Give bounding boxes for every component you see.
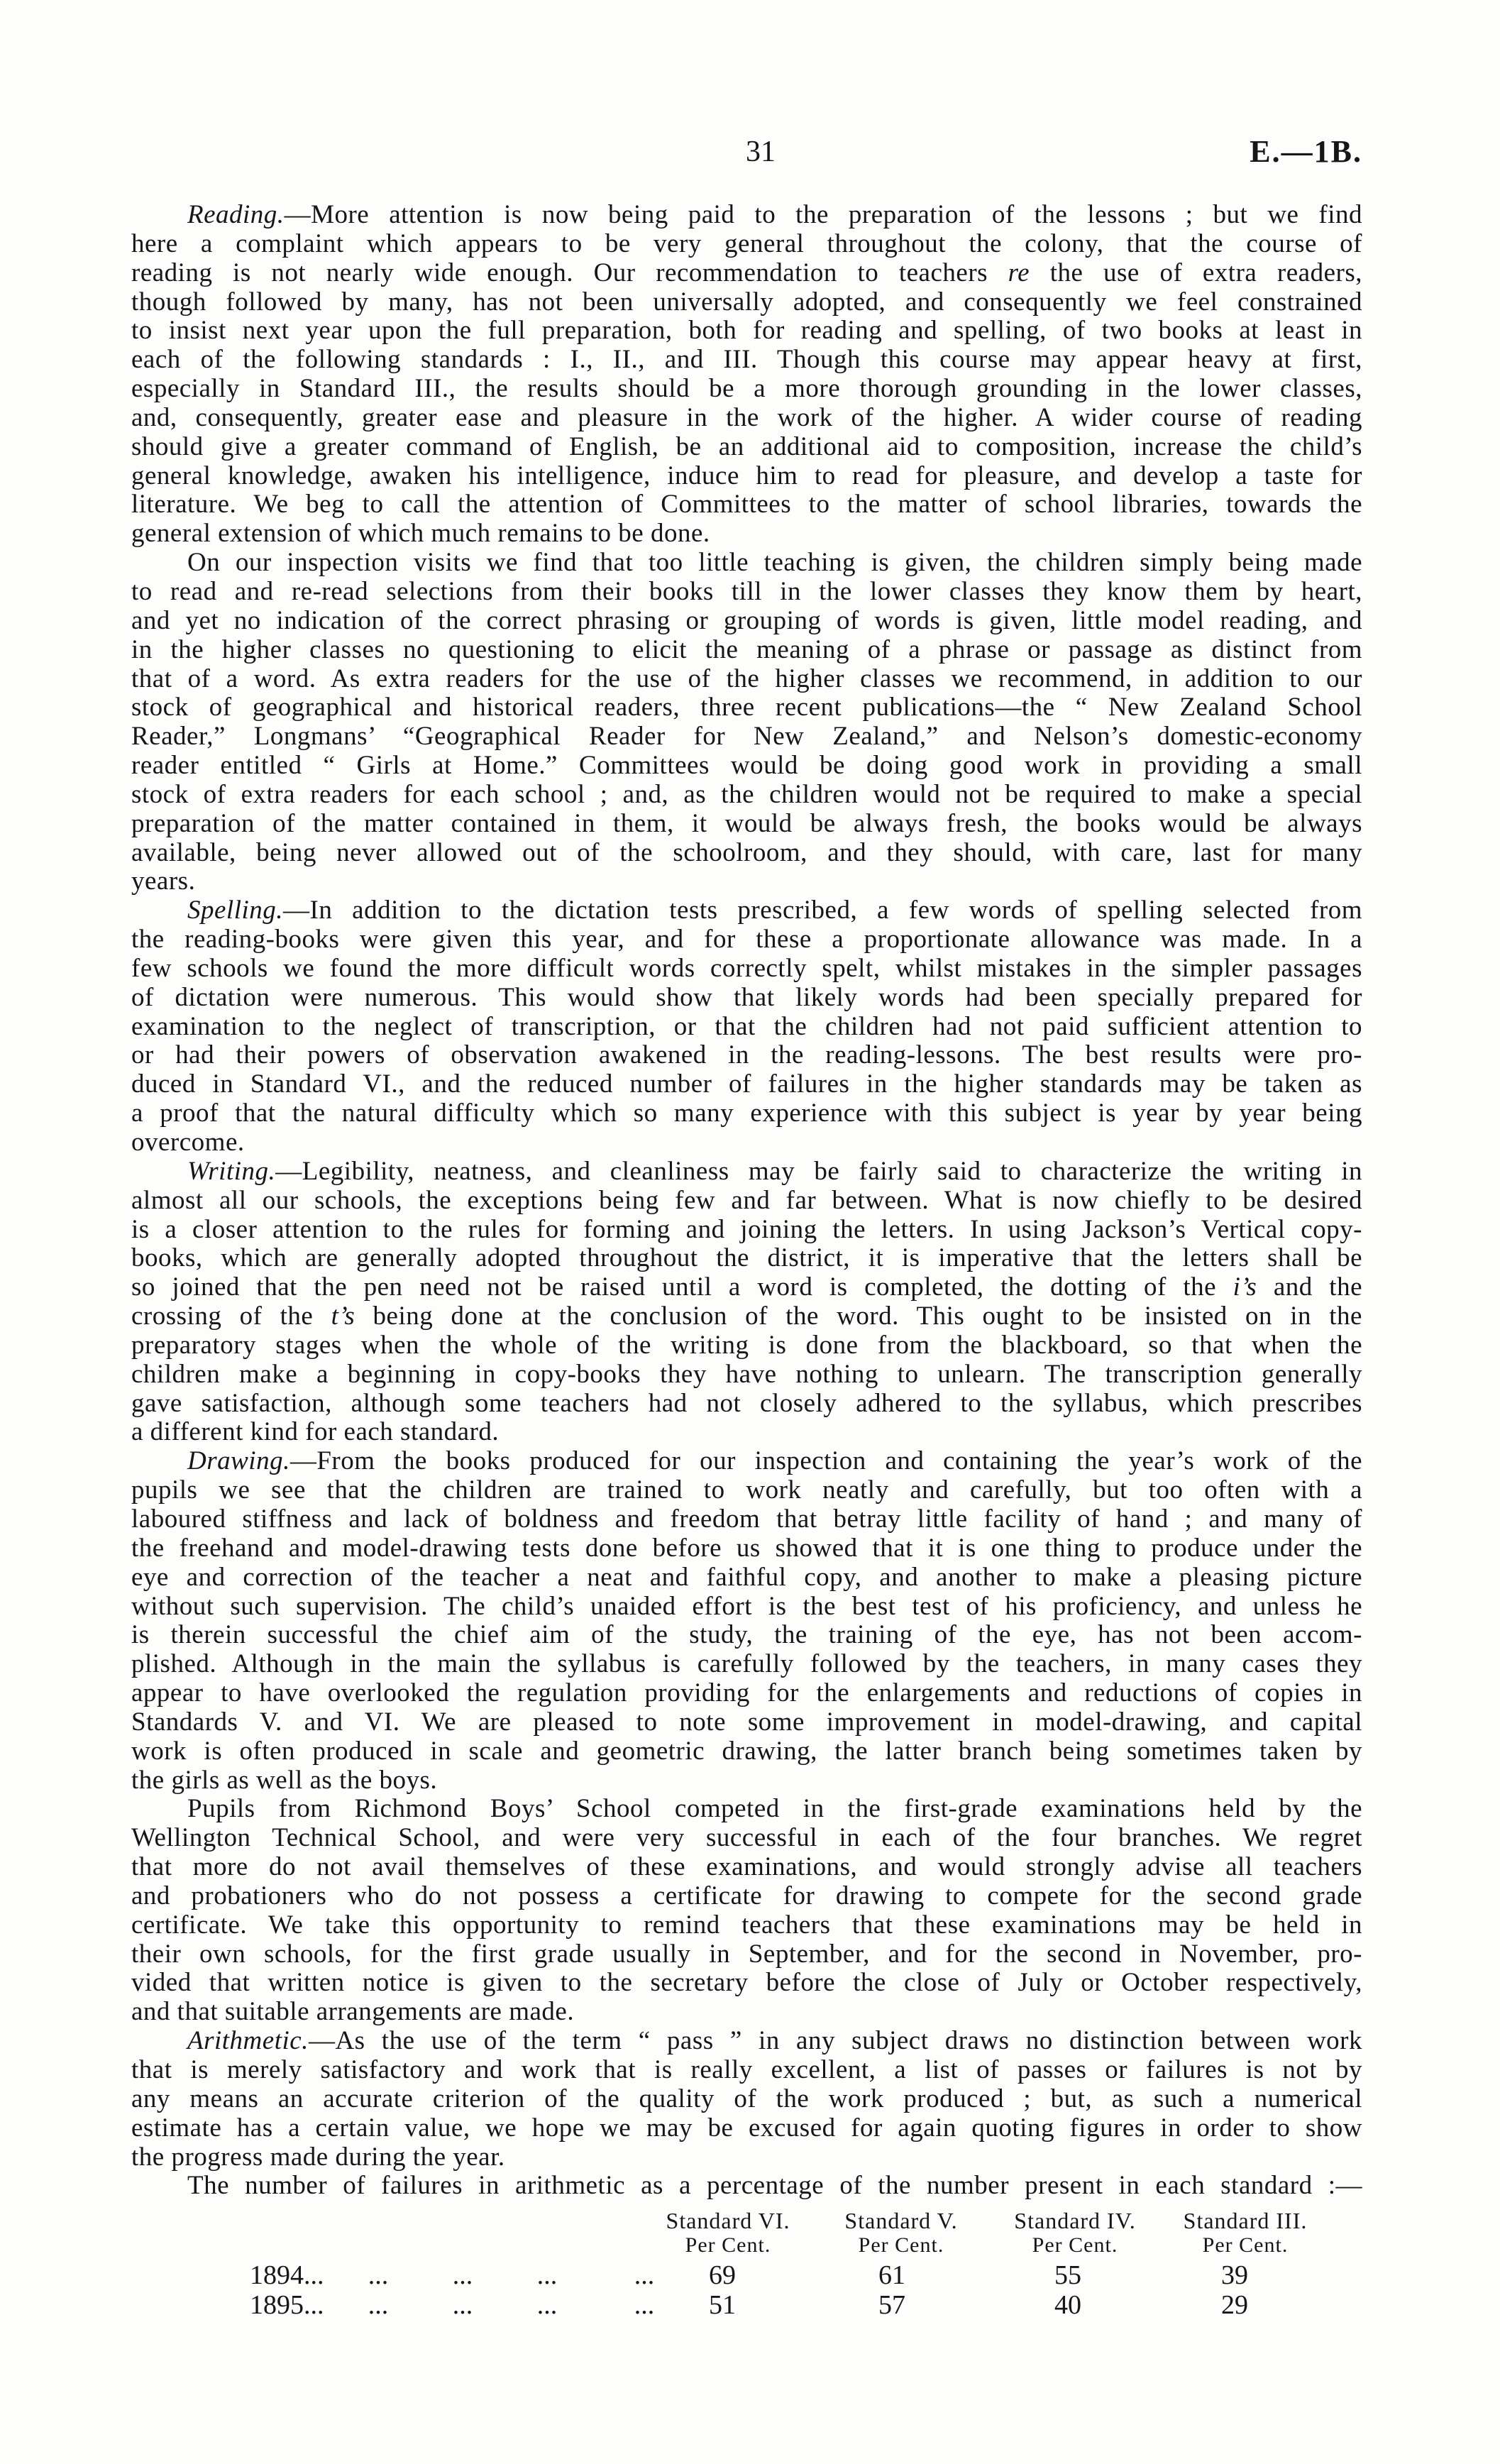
text-line: stock of geographical and historical readers, three recent publications—the “ New Zealand School bbox=[131, 693, 1362, 722]
column-header-standard-vi: Standard VI. bbox=[666, 2208, 790, 2233]
column-unit: Per Cent. bbox=[1202, 2233, 1289, 2257]
text-line: children make a beginning in copy-books they have nothing to unlearn. The transcription generally bbox=[131, 1359, 1362, 1389]
italic-text: t’s bbox=[331, 1302, 355, 1331]
body-text bbox=[131, 201, 1362, 2201]
cell-value: 57 bbox=[878, 2290, 905, 2320]
text-line: laboured stiffness and lack of boldness and freedom that betray little facility of hand ; and many of bbox=[131, 1504, 1362, 1534]
text-line: The number of failures in arithmetic as a percentage of the number present in each standard :— bbox=[187, 2171, 1362, 2201]
document-reference: E.—1B. bbox=[1250, 134, 1362, 169]
text-line: and, consequently, greater ease and pleasure in the work of the higher. A wider course of reading bbox=[131, 402, 1362, 432]
dot-leader: ... bbox=[452, 2290, 473, 2320]
column-header-standard-iv: Standard IV. bbox=[1014, 2208, 1136, 2233]
text-line: and yet no indication of the correct phrasing or grouping of words is given, little model reading, and bbox=[131, 605, 1362, 635]
text-line: to read and re-read selections from their books till in the lower classes they know them by heart, bbox=[131, 576, 1362, 606]
text-line: a proof that the natural difficulty which so many experience with this subject is year by year being bbox=[131, 1099, 1362, 1128]
paragraph-reading bbox=[131, 201, 1362, 549]
text-line: here a complaint which appears to be very general throughout the colony, that the course of bbox=[131, 229, 1362, 258]
text-line: almost all our schools, the exceptions being few and far between. What is now chiefly to be desired bbox=[131, 1185, 1362, 1215]
text-line: certificate. We take this opportunity to remind teachers that these examinations may be held in bbox=[131, 1910, 1362, 1940]
text-line: vided that written notice is given to the secretary before the close of July or October respectively, bbox=[131, 1968, 1362, 1998]
text-line bbox=[131, 1447, 1362, 1476]
text-line: in the higher classes no questioning to elicit the meaning of a phrase or passage as distinct from bbox=[131, 634, 1362, 664]
text-line: of dictation were numerous. This would show that likely words had been specially prepared for bbox=[131, 982, 1362, 1012]
text-line: without such supervision. The child’s unaided effort is the best test of his proficiency, and unless he bbox=[131, 1591, 1362, 1621]
paragraph-failures-intro bbox=[131, 2172, 1362, 2201]
dot-leader: ... bbox=[368, 2260, 389, 2290]
cell-value: 29 bbox=[1221, 2290, 1248, 2320]
italic-text: Arithmetic. bbox=[187, 2026, 309, 2056]
text-line: is therein successful the chief aim of the study, the training of the eye, has not been accom- bbox=[131, 1620, 1362, 1650]
text-line: pupils we see that the children are trained to work neatly and carefully, but too often with a bbox=[131, 1475, 1362, 1505]
text-line: general knowledge, awaken his intelligence, induce him to read for pleasure, and develop a taste for bbox=[131, 461, 1362, 490]
row-year: 1894... bbox=[250, 2260, 324, 2290]
dot-leader: ... bbox=[536, 2260, 558, 2290]
text-line: available, being never allowed out of the schoolroom, and they should, with care, last for many bbox=[131, 837, 1362, 867]
text-line: preparation of the matter contained in them, it would be always fresh, the books would be always bbox=[131, 808, 1362, 838]
text-line bbox=[131, 896, 1362, 925]
paragraph-writing bbox=[131, 1157, 1362, 1447]
text-line: the girls as well as the boys. bbox=[131, 1765, 438, 1795]
text-line: should give a greater command of English, be an additional aid to composition, increase the child’s bbox=[131, 431, 1362, 461]
text-line: years. bbox=[131, 867, 196, 896]
italic-text: Reading. bbox=[187, 200, 285, 229]
text-line: gave satisfaction, although some teachers had not closely adhered to the syllabus, which prescribes bbox=[131, 1388, 1362, 1418]
cell-value: 51 bbox=[709, 2290, 736, 2320]
text-line: is a closer attention to the rules for forming and joining the letters. In using Jackson’s Vertical copy- bbox=[131, 1214, 1362, 1244]
text-line: any means an accurate criterion of the quality of the work produced ; but, as such a numerical bbox=[131, 2084, 1362, 2113]
cell-value: 55 bbox=[1054, 2260, 1081, 2290]
text-line: their own schools, for the first grade usually in September, and for the second in November, pro- bbox=[131, 1939, 1362, 1969]
text-line bbox=[131, 1157, 1362, 1187]
text-line: appear to have overlooked the regulation providing for the enlargements and reductions of copies in bbox=[131, 1678, 1362, 1708]
text-line: On our inspection visits we find that too little teaching is given, the children simply being made bbox=[187, 548, 1362, 578]
text-run: —In addition to the dictation tests prescribed, a few words of spelling selected from bbox=[283, 896, 1362, 925]
column-unit: Per Cent. bbox=[858, 2233, 944, 2257]
text-line: the freehand and model-drawing tests done before us showed that it is one thing to produce under the bbox=[131, 1533, 1362, 1563]
text-run: —From the books produced for our inspection and containing the year’s work of the bbox=[289, 1446, 1362, 1476]
text-line bbox=[131, 1302, 1362, 1331]
cell-value: 39 bbox=[1221, 2260, 1248, 2290]
italic-text: Spelling. bbox=[187, 896, 284, 925]
column-unit: Per Cent. bbox=[1032, 2233, 1118, 2257]
paragraph-arithmetic bbox=[131, 2027, 1362, 2172]
text-line: that is merely satisfactory and work that is really excellent, a list of passes or failures is not by bbox=[131, 2055, 1362, 2084]
text-run: being done at the conclusion of the word. This ought to be insisted on in the bbox=[355, 1302, 1362, 1331]
italic-text: Writing. bbox=[187, 1156, 276, 1186]
text-line: Wellington Technical School, and were very successful in each of the four branches. We regret bbox=[131, 1823, 1362, 1853]
dot-leader: ... bbox=[536, 2290, 558, 2320]
text-run: —More attention is now being paid to the preparation of the lessons ; but we find bbox=[284, 200, 1362, 229]
row-year: 1895... bbox=[250, 2290, 324, 2320]
text-line: though followed by many, has not been universally adopted, and consequently we feel constrained bbox=[131, 287, 1362, 317]
text-line: books, which are generally adopted throughout the district, it is imperative that the letters shall be bbox=[131, 1243, 1362, 1273]
text-line: Pupils from Richmond Boys’ School competed in the first-grade examinations held by the bbox=[187, 1794, 1362, 1824]
text-line: each of the following standards : I., II., and III. Though this course may appear heavy at first, bbox=[131, 345, 1362, 375]
text-line: that more do not avail themselves of these examinations, and would strongly advise all teachers bbox=[131, 1852, 1362, 1882]
text-line: general extension of which much remains to be done. bbox=[131, 519, 710, 549]
dot-leader: ... bbox=[634, 2290, 655, 2320]
text-line bbox=[131, 201, 1362, 230]
text-line: preparatory stages when the whole of the writing is done from the blackboard, so that when the bbox=[131, 1330, 1362, 1360]
text-line: work is often produced in scale and geometric drawing, the latter branch being sometimes taken by bbox=[131, 1736, 1362, 1766]
column-header-standard-v: Standard V. bbox=[844, 2208, 958, 2233]
paragraph-drawing bbox=[131, 1447, 1362, 1795]
text-line: a different kind for each standard. bbox=[131, 1417, 500, 1447]
text-line: or had their powers of observation awakened in the reading-lessons. The best results were pro- bbox=[131, 1040, 1362, 1070]
paragraph-extra-readers bbox=[131, 549, 1362, 896]
text-line: estimate has a certain value, we hope we may be excused for again quoting figures in order to show bbox=[131, 2113, 1362, 2143]
text-line: and probationers who do not possess a certificate for drawing to compete for the second grade bbox=[131, 1881, 1362, 1910]
cell-value: 61 bbox=[878, 2260, 905, 2290]
text-run: the use of extra readers, bbox=[1030, 258, 1362, 287]
paragraph-technical-examinations bbox=[131, 1795, 1362, 2027]
text-line: the reading-books were given this year, and for these a proportionate allowance was made. In a bbox=[131, 925, 1362, 955]
text-line bbox=[131, 2027, 1362, 2056]
text-run: —Legibility, neatness, and cleanliness may be fairly said to characterize the writing in bbox=[275, 1156, 1362, 1186]
text-run: —As the use of the term “ pass ” in any subject draws no distinction between work bbox=[308, 2026, 1362, 2056]
text-run: so joined that the pen need not be raised until a word is completed, the dotting of the bbox=[131, 1272, 1233, 1302]
text-line: plished. Although in the main the syllabus is carefully followed by the teachers, in many cases they bbox=[131, 1649, 1362, 1679]
text-line: overcome. bbox=[131, 1128, 245, 1157]
paragraph-spelling bbox=[131, 896, 1362, 1157]
column-unit: Per Cent. bbox=[685, 2233, 771, 2257]
text-line: Reader,” Longmans’ “Geographical Reader for New Zealand,” and Nelson’s domestic-economy bbox=[131, 722, 1362, 752]
text-line: that of a word. As extra readers for the use of the higher classes we recommend, in addition to our bbox=[131, 664, 1362, 693]
italic-text: i’s bbox=[1232, 1272, 1257, 1302]
text-line bbox=[131, 1273, 1362, 1302]
text-line: few schools we found the more difficult words correctly spelt, whilst mistakes in the simpler passages bbox=[131, 953, 1362, 983]
text-line: duced in Standard VI., and the reduced number of failures in the higher standards may be taken as bbox=[131, 1069, 1362, 1099]
column-header-standard-iii: Standard III. bbox=[1183, 2208, 1308, 2233]
text-run: crossing of the bbox=[131, 1302, 331, 1331]
italic-text: Drawing. bbox=[187, 1446, 290, 1476]
italic-text: re bbox=[1008, 258, 1030, 287]
text-line: stock of extra readers for each school ; and, as the children would not be required to make a special bbox=[131, 779, 1362, 809]
text-run: reading is not nearly wide enough. Our recommendation to teachers bbox=[131, 258, 1008, 287]
text-line: examination to the neglect of transcription, or that the children had not paid sufficient attention to bbox=[131, 1011, 1362, 1041]
dot-leader: ... bbox=[634, 2260, 655, 2290]
text-line: reader entitled “ Girls at Home.” Committees would be doing good work in providing a small bbox=[131, 751, 1362, 781]
text-line: literature. We beg to call the attention of Committees to the matter of school libraries, towards the bbox=[131, 490, 1362, 519]
text-run: and the bbox=[1257, 1272, 1362, 1302]
dot-leader: ... bbox=[452, 2260, 473, 2290]
text-line: the progress made during the year. bbox=[131, 2142, 505, 2172]
cell-value: 69 bbox=[709, 2260, 736, 2290]
text-line: and that suitable arrangements are made. bbox=[131, 1997, 575, 2027]
page-number: 31 bbox=[746, 136, 776, 168]
dot-leader: ... bbox=[368, 2290, 389, 2320]
text-line: Standards V. and VI. We are pleased to note some improvement in model-drawing, and capital bbox=[131, 1707, 1362, 1737]
cell-value: 40 bbox=[1054, 2290, 1081, 2320]
text-line bbox=[131, 259, 1362, 288]
text-line: especially in Standard III., the results should be a more thorough grounding in the lower classes, bbox=[131, 374, 1362, 404]
text-line: eye and correction of the teacher a neat and faithful copy, and another to make a pleasing picture bbox=[131, 1562, 1362, 1592]
text-line: to insist next year upon the full preparation, both for reading and spelling, of two books at least in bbox=[131, 316, 1362, 346]
